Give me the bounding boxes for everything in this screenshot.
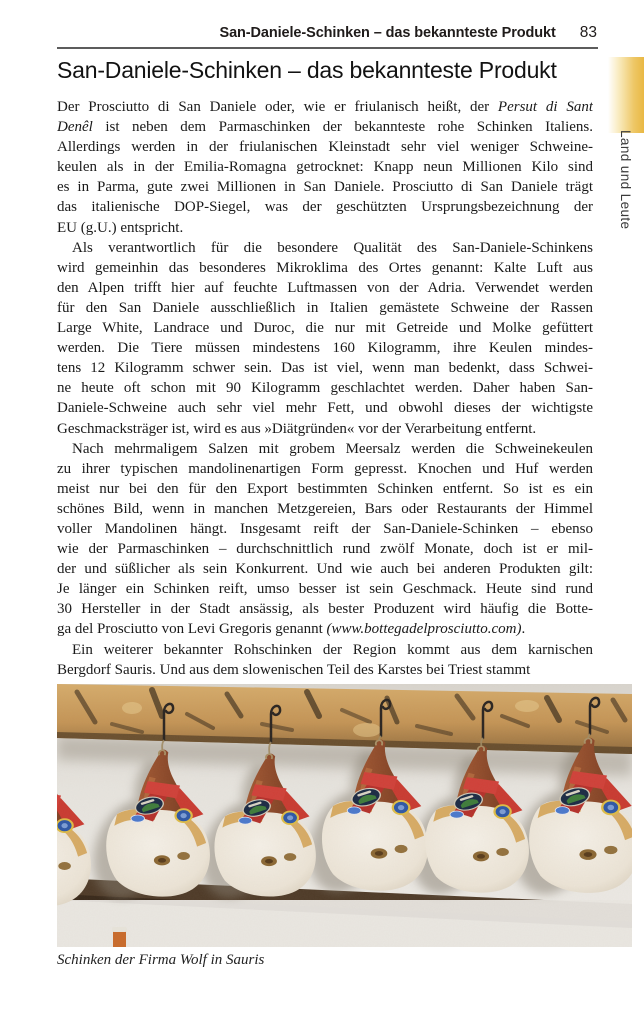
body-text (57, 97, 593, 680)
body-line: Der Prosciutto di San Daniele oder, wie er friulanisch heißt, der Persut di Sant (57, 99, 593, 115)
body-line: es in Parma, gute zwei Millionen in San Daniele. Prosciutto di San Daniele trägt (57, 179, 593, 196)
running-head (57, 24, 597, 42)
running-head-title: San-Daniele-Schinken – das bekannteste Produkt (219, 25, 556, 41)
body-line: meist nur bei den für den Export bestimmten Schinken entfernt. So ist es ein (57, 480, 593, 497)
body-line: Nach mehrmaligem Salzen mit grobem Meersalz werden die Schweinekeulen (72, 440, 593, 457)
body-line: der und süßlicher als sein Konkurrent. Und wie auch bei anderen Produkten gilt: (57, 561, 593, 578)
hams-photo (57, 684, 632, 947)
body-line: für den San Daniele ausschließlich in Italien gemästete Schweine der Rassen (57, 299, 593, 316)
body-line: Daniele-Schweine auch sehr viel mehr Fett, und obwohl dieses der wichtigste (57, 400, 593, 417)
body-line: Geschmacksträger ist, wird es aus »Diätgründen« vor der Verarbeitung entfernt. (57, 420, 537, 437)
body-line: schönes Bild, wenn in manchen Metzgereien, Bars oder Restaurants der Himmel (57, 500, 593, 517)
body-line: voller Mandolinen hängt. Insgesamt reift der San-Daniele-Schinken – ebenso (57, 520, 593, 537)
header-rule (57, 47, 598, 49)
body-line: das italienische DOP-Siegel, was der geschützten Ursprungsbezeichnung der (57, 199, 593, 216)
body-line: ga del Prosciutto von Levi Gregoris genannt (www.bottegadelprosciutto.com). (57, 621, 526, 638)
body-line: wird gemeinhin das besonderes Mikroklima des Ortes genannt: Kalte Luft aus (57, 259, 593, 276)
page-title: San-Daniele-Schinken – das bekannteste Produkt (57, 57, 557, 83)
photo-caption: Schinken der Firma Wolf in Sauris (57, 952, 265, 968)
body-line: Als verantwortlich für die besondere Qualität des San-Daniele-Schinkens (72, 239, 593, 256)
body-line: zu ihrer typischen mandolinenartigen Form gepresst. Knochen und Huf werden (57, 460, 593, 477)
body-line: Allerdings werden in der friulanischen Kleinstadt sehr viel weniger Schweine- (57, 139, 593, 156)
body-line: keulen als in der Emilia-Romagna getrocknet: Knapp neun Millionen Kilo sind (57, 159, 593, 176)
page-number: 83 (579, 24, 597, 41)
body-line: Large White, Landrace und Duroc, die nur mit Getreide und Molke gefüttert (57, 320, 593, 337)
body-line: EU (g.U.) entspricht. (57, 219, 184, 236)
body-line: Je länger ein Schinken reift, umso besser ist sein Geschmack. Heute sind rund (57, 581, 593, 598)
body-line: wie der Parmaschinken – durchschnittlich rund zwölf Monate, doch ist er mil- (57, 541, 593, 558)
body-line: werden. Die Tiere müssen mindestens 160 Kilogramm, ihre Keulen mindes- (57, 340, 593, 357)
body-line: ne heute oft schon mit 90 Kilogramm geschlachtet werden. Daher haben San- (57, 380, 593, 397)
body-line: Denêl ist neben dem Parmaschinken der bekannteste rohe Schinken Italiens. (57, 119, 593, 136)
body-line: den Alpen trifft hier auf feuchte Luftmassen von der Adria. Verwendet werden (57, 279, 593, 296)
body-line: Ein weiterer bekannter Rohschinken der Region kommt aus dem karnischen (72, 641, 593, 658)
chapter-tab-label: Land und Leute (618, 130, 633, 230)
body-line: Bergdorf Sauris. Und aus dem slowenischen Teil des Karstes bei Triest stammt (57, 661, 531, 678)
body-line: 30 Hersteller in der Stadt ansässig, als bester Produzent wird häufig die Botte- (57, 601, 593, 618)
body-line: tens 12 Kilogramm schwer sein. Das ist viel, wenn man bedenkt, dass Schwei- (57, 360, 593, 377)
